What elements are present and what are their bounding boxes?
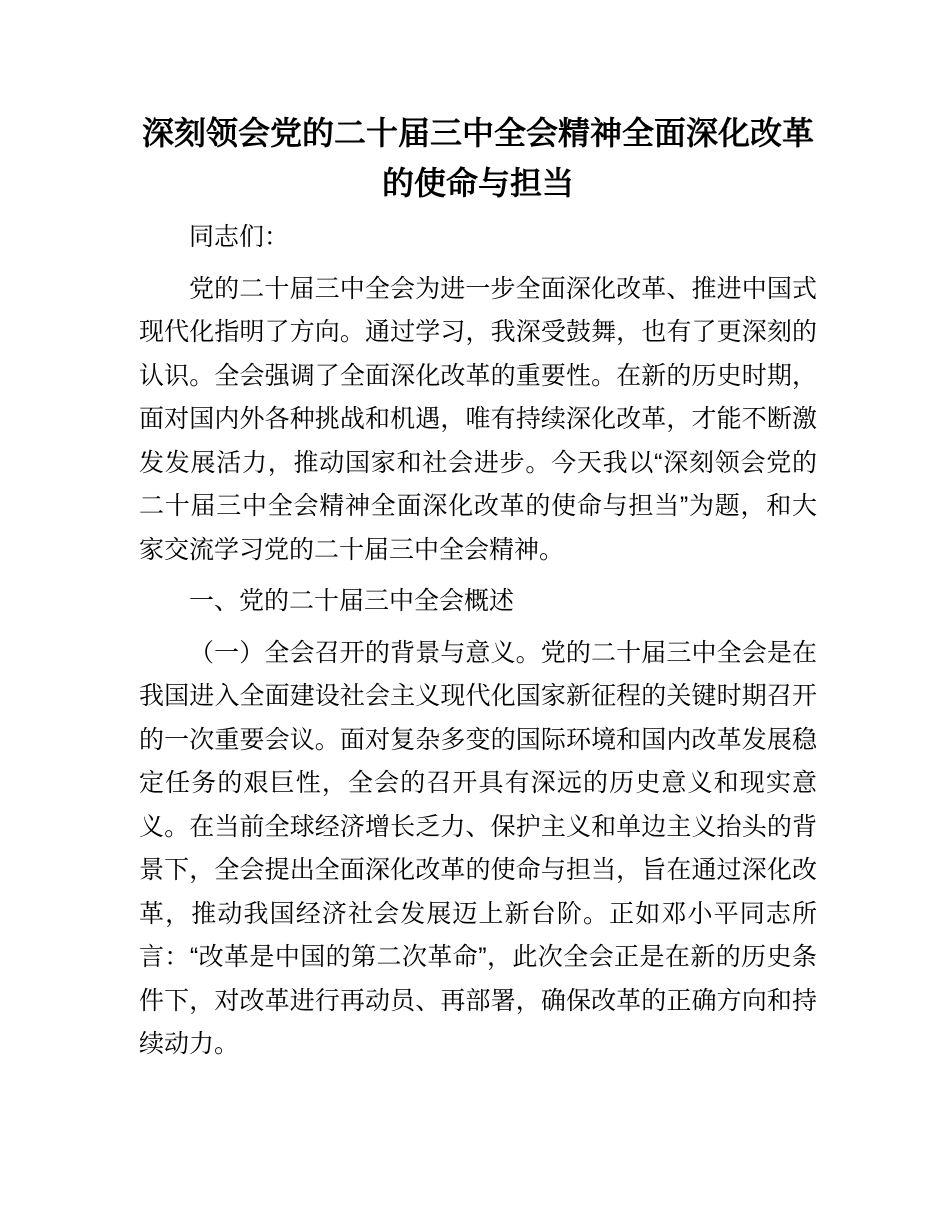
document-title: 深刻领会党的二十届三中全会精神全面深化改革的使命与担当 xyxy=(141,115,814,201)
paragraph-section-1-background: （一）全会召开的背景与意义。党的二十届三中全会是在我国进入全面建设社会主义现代化国家新征程的关键时期召开的一次重要会议。面对复杂多变的国际环境和国内改革发展稳定任务的艰巨性，全会的召开具有深远的历史意义和现实意义。在当前全球经济增长乏力、保护主义和单边主义抬头的背景下，全会提出全面深化改革的使命与担当，旨在通过深化改革，推动我国经济社会发展迈上新台阶。正如邓小平同志所言：“改革是中国的第二次革命”，此次全会正是在新的历史条件下，对改革进行再动员、再部署，确保改革的正确方向和持续动力。 xyxy=(139,638,817,1058)
paragraph-intro: 党的二十届三中全会为进一步全面深化改革、推进中国式现代化指明了方向。通过学习，我深受鼓舞，也有了更深刻的认识。全会强调了全面深化改革的重要性。在新的历史时期，面对国内外各种挑战和机遇，唯有持续深化改革，才能不断激发发展活力，推动国家和社会进步。今天我以“深刻领会党的二十届三中全会精神全面深化改革的使命与担当”为题，和大家交流学习党的二十届三中全会精神。 xyxy=(139,274,817,564)
salutation: 同志们： xyxy=(189,223,290,251)
section-heading-1: 一、党的二十届三中全会概述 xyxy=(189,587,515,615)
